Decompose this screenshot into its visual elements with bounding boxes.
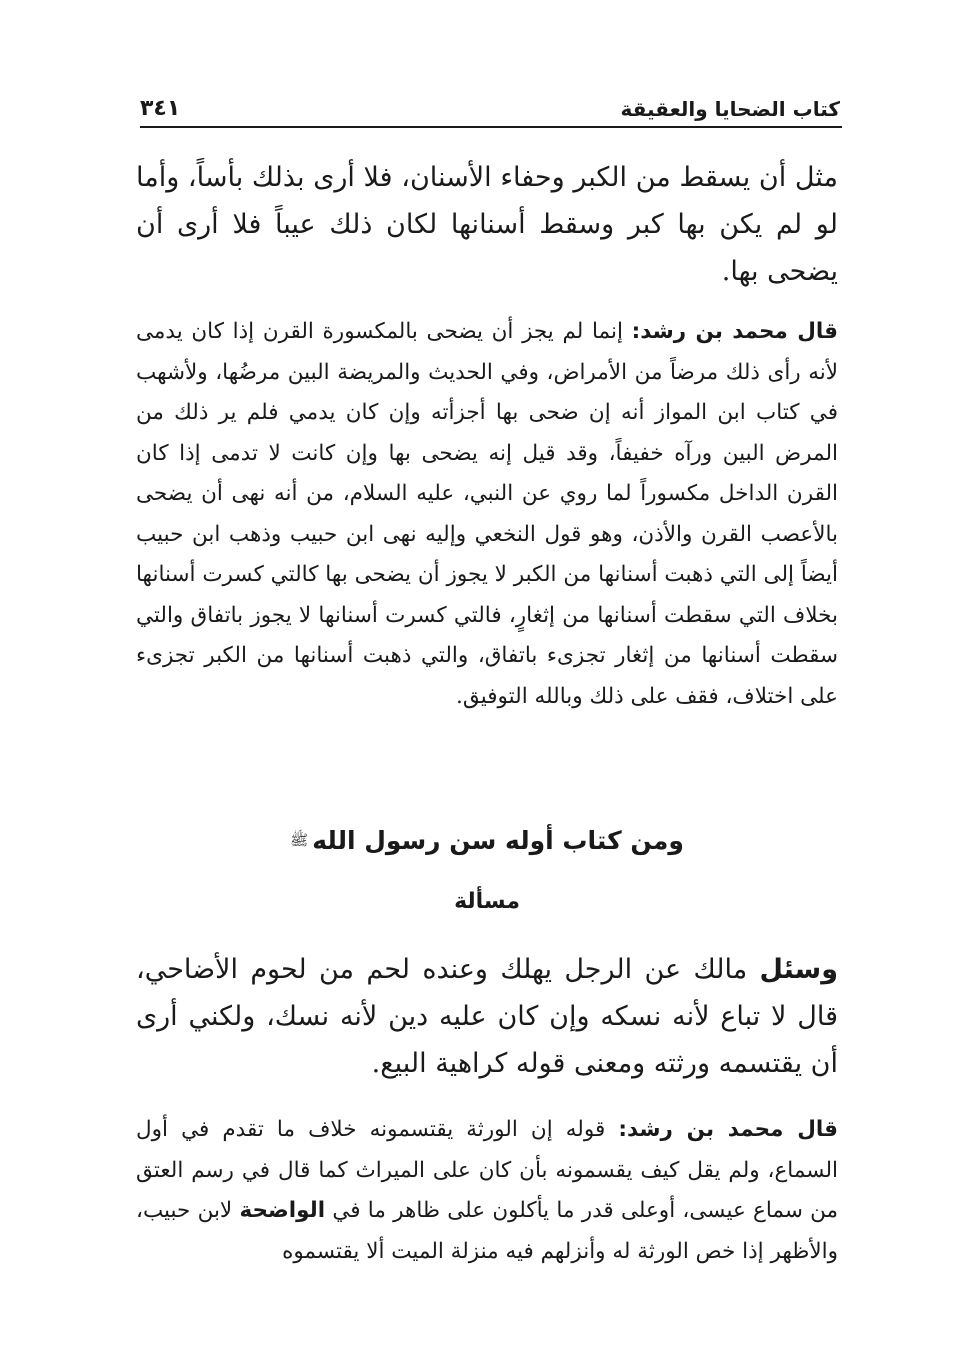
book-title-wadiha: الواضحة <box>239 1198 326 1223</box>
commentary-text-part-2: لابن حبيب، والأظهر إذا خص الورثة له وأنزلهم فيه منزلة الميت ألا يقتسموه <box>136 1198 838 1264</box>
question-text: مالك عن الرجل يهلك وعنده لحم من لحوم الأضاحي، قال لا تباع لأنه نسكه وإن كان عليه دين لأنه نسك، ولكني أرى أن يقتسمه ورثته ومعنى قوله كراهية البيع. <box>136 954 838 1079</box>
commentary-text: إنما لم يجز أن يضحى بالمكسورة القرن إذا كان يدمى لأنه رأى ذلك مرضاً من الأمراض، وفي الحديث والمريضة البين مرضُها، ولأشهب في كتاب ابن المواز أنه إن ضحى بها أجزأته وإن كان يدمي فلم ير ذلك من المرض البين ورآه خفيفاً، وقد قيل إنه يضحى بها وإن كانت لا تدمى إذا كان القرن الداخل مكسوراً لما روي عن النبي، عليه السلام، من أنه نهى أن يضحى بالأعصب القرن والأذن، وهو قول النخعي وإليه نهى ابن حبيب وذهب ابن حبيب أيضاً إلى التي ذهبت أسنانها من الكبر لا يجوز أن يضحى بها كالتي كسرت أسنانها بخلاف التي سقطت أسنانها من إثغارٍ، فالتي كسرت أسنانها لا يجوز باتفاق والتي سقطت أسنانها من إثغار تجزىء باتفاق، والتي ذهبت أسنانها من الكبر تجزىء على اختلاف، فقف على ذلك وبالله التوفيق. <box>136 319 838 709</box>
paragraph-continuation <box>136 154 838 295</box>
commentary-text-part-1: قوله إن الورثة يقتسمونه خلاف ما تقدم في أول السماع، ولم يقل كيف يقسمونه بأن كان على الميراث كما قال في رسم العتق من سماع عيسى، أوعلى قدر ما يأكلون على ظاهر ما في <box>136 1117 839 1223</box>
commentary-paragraph <box>136 312 838 717</box>
question-paragraph <box>136 946 838 1087</box>
running-header <box>140 84 840 122</box>
running-header-title: كتاب الضحايا والعقيقة <box>620 97 840 121</box>
commentary-paragraph-2 <box>136 1110 838 1272</box>
commentary-lead-2: قال محمد بن رشد: <box>618 1117 838 1142</box>
header-divider <box>140 126 842 128</box>
paragraph-text: مثل أن يسقط من الكبر وحفاء الأسنان، فلا أرى بذلك بأساً، وأما لو لم يكن بها كبر وسقط أسنانها لكان ذلك عيباً فلا أرى أن يضحى بها. <box>136 162 838 287</box>
commentary-lead: قال محمد بن رشد: <box>631 319 838 344</box>
page-number: ٣٤١ <box>140 96 181 121</box>
blessing-glyph: ﷺ <box>290 831 309 849</box>
question-lead: وسئل <box>759 954 838 985</box>
issue-heading: مسألة <box>454 889 520 914</box>
chapter-title: ومن كتاب أوله سن رسول الله <box>312 826 684 855</box>
chapter-heading <box>136 820 838 861</box>
